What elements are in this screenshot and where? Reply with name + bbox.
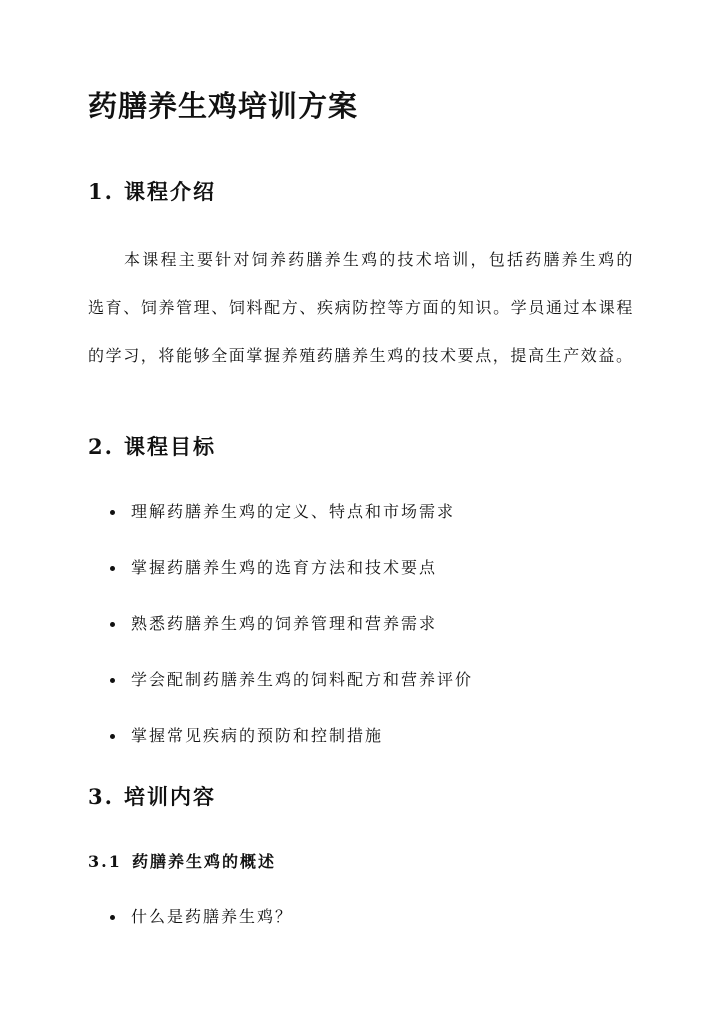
list-item bbox=[88, 594, 648, 650]
section-heading-training-content bbox=[88, 781, 216, 811]
section-number: 3. bbox=[88, 784, 114, 809]
section-number: 1. bbox=[88, 179, 114, 204]
bullet-icon bbox=[110, 734, 115, 739]
bullet-icon bbox=[110, 566, 115, 571]
course-goals-list bbox=[88, 482, 648, 762]
list-item bbox=[88, 482, 648, 538]
bullet-icon bbox=[110, 678, 115, 683]
bullet-icon bbox=[110, 915, 115, 920]
section-title: 培训内容 bbox=[124, 784, 216, 809]
document-title: 药膳养生鸡培训方案 bbox=[88, 89, 359, 123]
bullet-icon bbox=[110, 510, 115, 515]
section-title: 课程目标 bbox=[124, 434, 216, 459]
overview-list bbox=[88, 887, 648, 943]
list-item bbox=[88, 538, 648, 594]
list-item-text: 熟悉药膳养生鸡的饲养管理和营养需求 bbox=[131, 613, 438, 633]
list-item-text: 学会配制药膳养生鸡的饲料配方和营养评价 bbox=[131, 669, 474, 689]
list-item-text: 什么是药膳养生鸡？ bbox=[131, 906, 294, 926]
list-item bbox=[88, 706, 648, 762]
section-heading-course-intro bbox=[88, 176, 216, 206]
list-item-text: 掌握常见疾病的预防和控制措施 bbox=[131, 725, 384, 745]
bullet-icon bbox=[110, 622, 115, 627]
list-item-text: 掌握药膳养生鸡的选育方法和技术要点 bbox=[131, 557, 438, 577]
section-number: 2. bbox=[88, 434, 114, 459]
subsection-number: 3.1 bbox=[88, 852, 122, 871]
section-heading-course-goals bbox=[88, 431, 216, 461]
list-item-text: 理解药膳养生鸡的定义、特点和市场需求 bbox=[131, 501, 456, 521]
subsection-heading-overview bbox=[88, 849, 276, 872]
course-intro-paragraph: 本课程主要针对饲养药膳养生鸡的技术培训，包括药膳养生鸡的选育、饲养管理、饲料配方、疾病防控等方面的知识。学员通过本课程的学习，将能够全面掌握养殖药膳养生鸡的技术要点，提高生产效益。 bbox=[88, 250, 634, 365]
list-item bbox=[88, 650, 648, 706]
section-title: 课程介绍 bbox=[124, 179, 216, 204]
subsection-title: 药膳养生鸡的概述 bbox=[132, 852, 277, 871]
list-item bbox=[88, 887, 648, 943]
